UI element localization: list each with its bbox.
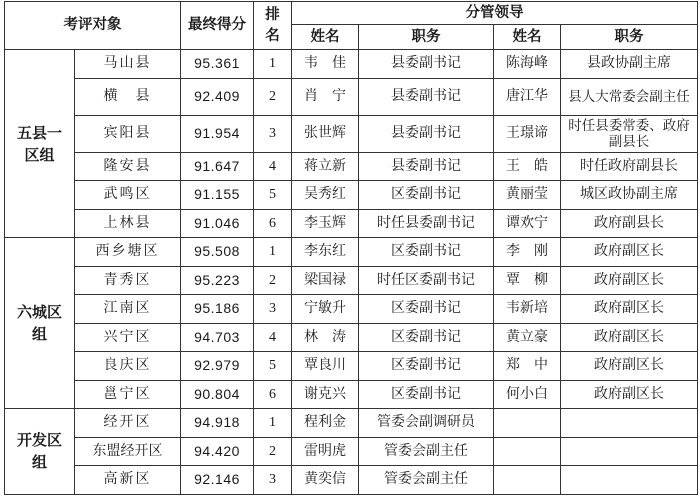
rank: 5 bbox=[254, 352, 292, 381]
leader-name-2 bbox=[494, 409, 561, 438]
unit-name: 经开区 bbox=[75, 409, 181, 438]
leader-name-1: 谢克兴 bbox=[292, 380, 359, 409]
leader-name-2: 李 刚 bbox=[494, 238, 561, 267]
final-score: 91.155 bbox=[181, 181, 254, 210]
table-row bbox=[5, 295, 698, 324]
header-duty-1: 职务 bbox=[359, 25, 494, 50]
unit-name: 横 县 bbox=[75, 78, 181, 115]
unit-name: 西乡塘区 bbox=[75, 238, 181, 267]
leader-duty-1: 管委会副主任 bbox=[359, 437, 494, 466]
table-body bbox=[5, 50, 698, 495]
table-row bbox=[5, 380, 698, 409]
leader-duty-1: 区委副书记 bbox=[359, 323, 494, 352]
leader-duty-2: 政府副区长 bbox=[561, 323, 698, 352]
unit-name: 青秀区 bbox=[75, 266, 181, 295]
leader-name-2: 陈海峰 bbox=[494, 50, 561, 79]
final-score: 95.508 bbox=[181, 238, 254, 267]
leader-name-2: 王璟谛 bbox=[494, 115, 561, 152]
leader-duty-1: 县委副书记 bbox=[359, 78, 494, 115]
table-row bbox=[5, 50, 698, 79]
table-row bbox=[5, 466, 698, 495]
leader-duty-2 bbox=[561, 437, 698, 466]
final-score: 91.046 bbox=[181, 209, 254, 238]
leader-name-2 bbox=[494, 466, 561, 495]
leader-name-2: 黄立豪 bbox=[494, 323, 561, 352]
leader-duty-2: 政府副区长 bbox=[561, 295, 698, 324]
leader-duty-1: 区委副书记 bbox=[359, 181, 494, 210]
leader-name-1: 李东红 bbox=[292, 238, 359, 267]
leader-duty-2: 县人大常委会副主任 bbox=[561, 78, 698, 115]
leader-name-2: 唐江华 bbox=[494, 78, 561, 115]
header-row-1 bbox=[5, 2, 698, 25]
final-score: 91.647 bbox=[181, 152, 254, 181]
final-score: 92.979 bbox=[181, 352, 254, 381]
rank: 4 bbox=[254, 152, 292, 181]
unit-name: 武鸣区 bbox=[75, 181, 181, 210]
unit-name: 邕宁区 bbox=[75, 380, 181, 409]
table-row bbox=[5, 437, 698, 466]
unit-name: 东盟经开区 bbox=[75, 437, 181, 466]
header-name-1: 姓名 bbox=[292, 25, 359, 50]
leader-name-2: 郑 中 bbox=[494, 352, 561, 381]
header-duty-2: 职务 bbox=[561, 25, 698, 50]
header-score: 最终得分 bbox=[181, 2, 254, 50]
leader-duty-1: 县委副书记 bbox=[359, 152, 494, 181]
leader-name-1: 覃良川 bbox=[292, 352, 359, 381]
rank: 3 bbox=[254, 115, 292, 152]
unit-name: 马山县 bbox=[75, 50, 181, 79]
leader-duty-1: 区委副书记 bbox=[359, 238, 494, 267]
leader-name-2: 何小白 bbox=[494, 380, 561, 409]
leader-name-2: 韦新培 bbox=[494, 295, 561, 324]
leader-name-2 bbox=[494, 437, 561, 466]
leader-duty-2: 政府副区长 bbox=[561, 238, 698, 267]
table-row bbox=[5, 266, 698, 295]
unit-name: 高新区 bbox=[75, 466, 181, 495]
final-score: 91.954 bbox=[181, 115, 254, 152]
table-row bbox=[5, 181, 698, 210]
rank: 2 bbox=[254, 78, 292, 115]
leader-duty-2: 政府副区长 bbox=[561, 266, 698, 295]
header-target: 考评对象 bbox=[5, 2, 181, 50]
rank: 2 bbox=[254, 437, 292, 466]
rank: 6 bbox=[254, 209, 292, 238]
leader-duty-1: 区委副书记 bbox=[359, 380, 494, 409]
group-label: 五县一区组 bbox=[5, 50, 75, 238]
leader-name-2: 王 皓 bbox=[494, 152, 561, 181]
final-score: 95.186 bbox=[181, 295, 254, 324]
unit-name: 上林县 bbox=[75, 209, 181, 238]
rank: 4 bbox=[254, 323, 292, 352]
group-label: 六城区组 bbox=[5, 238, 75, 409]
rank: 1 bbox=[254, 409, 292, 438]
table-row bbox=[5, 409, 698, 438]
unit-name: 兴宁区 bbox=[75, 323, 181, 352]
rank: 6 bbox=[254, 380, 292, 409]
leader-name-1: 李玉辉 bbox=[292, 209, 359, 238]
leader-name-1: 梁国禄 bbox=[292, 266, 359, 295]
leader-name-1: 雷明虎 bbox=[292, 437, 359, 466]
header-leaders: 分管领导 bbox=[292, 2, 698, 25]
rank: 1 bbox=[254, 50, 292, 79]
leader-duty-1: 区委副书记 bbox=[359, 352, 494, 381]
table-row bbox=[5, 115, 698, 152]
leader-name-1: 黄奕信 bbox=[292, 466, 359, 495]
leader-duty-1: 时任区委副书记 bbox=[359, 266, 494, 295]
leader-duty-1: 县委副书记 bbox=[359, 115, 494, 152]
leader-duty-2: 县政协副主席 bbox=[561, 50, 698, 79]
group-label: 开发区组 bbox=[5, 409, 75, 495]
leader-duty-1: 区委副书记 bbox=[359, 295, 494, 324]
final-score: 95.223 bbox=[181, 266, 254, 295]
leader-name-1: 程利金 bbox=[292, 409, 359, 438]
rank: 2 bbox=[254, 266, 292, 295]
table-row bbox=[5, 209, 698, 238]
header-rank: 排名 bbox=[254, 2, 292, 50]
table-row bbox=[5, 152, 698, 181]
leader-duty-1: 管委会副主任 bbox=[359, 466, 494, 495]
unit-name: 江南区 bbox=[75, 295, 181, 324]
evaluation-table bbox=[4, 1, 698, 495]
final-score: 94.703 bbox=[181, 323, 254, 352]
leader-duty-2: 政府副县长 bbox=[561, 209, 698, 238]
leader-duty-2: 城区政协副主席 bbox=[561, 181, 698, 210]
leader-duty-2: 时任县委常委、政府副县长 bbox=[561, 115, 698, 152]
leader-name-1: 韦 佳 bbox=[292, 50, 359, 79]
leader-name-1: 林 涛 bbox=[292, 323, 359, 352]
rank: 1 bbox=[254, 238, 292, 267]
table-row bbox=[5, 352, 698, 381]
leader-name-1: 蒋立新 bbox=[292, 152, 359, 181]
unit-name: 隆安县 bbox=[75, 152, 181, 181]
final-score: 92.146 bbox=[181, 466, 254, 495]
leader-name-1: 宁敏升 bbox=[292, 295, 359, 324]
final-score: 92.409 bbox=[181, 78, 254, 115]
leader-duty-1: 时任县委副书记 bbox=[359, 209, 494, 238]
final-score: 94.420 bbox=[181, 437, 254, 466]
unit-name: 良庆区 bbox=[75, 352, 181, 381]
rank: 3 bbox=[254, 466, 292, 495]
leader-name-2: 谭欢宁 bbox=[494, 209, 561, 238]
final-score: 95.361 bbox=[181, 50, 254, 79]
leader-duty-2 bbox=[561, 409, 698, 438]
leader-duty-1: 县委副书记 bbox=[359, 50, 494, 79]
leader-name-1: 吴秀红 bbox=[292, 181, 359, 210]
leader-duty-1: 管委会副调研员 bbox=[359, 409, 494, 438]
leader-duty-2: 时任政府副县长 bbox=[561, 152, 698, 181]
leader-name-1: 肖 宁 bbox=[292, 78, 359, 115]
leader-name-2: 黄丽莹 bbox=[494, 181, 561, 210]
unit-name: 宾阳县 bbox=[75, 115, 181, 152]
leader-duty-2: 政府副区长 bbox=[561, 352, 698, 381]
final-score: 94.918 bbox=[181, 409, 254, 438]
table-row bbox=[5, 323, 698, 352]
header-name-2: 姓名 bbox=[494, 25, 561, 50]
rank: 3 bbox=[254, 295, 292, 324]
final-score: 90.804 bbox=[181, 380, 254, 409]
leader-duty-2: 政府副区长 bbox=[561, 380, 698, 409]
leader-duty-2 bbox=[561, 466, 698, 495]
rank: 5 bbox=[254, 181, 292, 210]
leader-name-2: 覃 柳 bbox=[494, 266, 561, 295]
table-row bbox=[5, 238, 698, 267]
table-row bbox=[5, 78, 698, 115]
leader-name-1: 张世辉 bbox=[292, 115, 359, 152]
